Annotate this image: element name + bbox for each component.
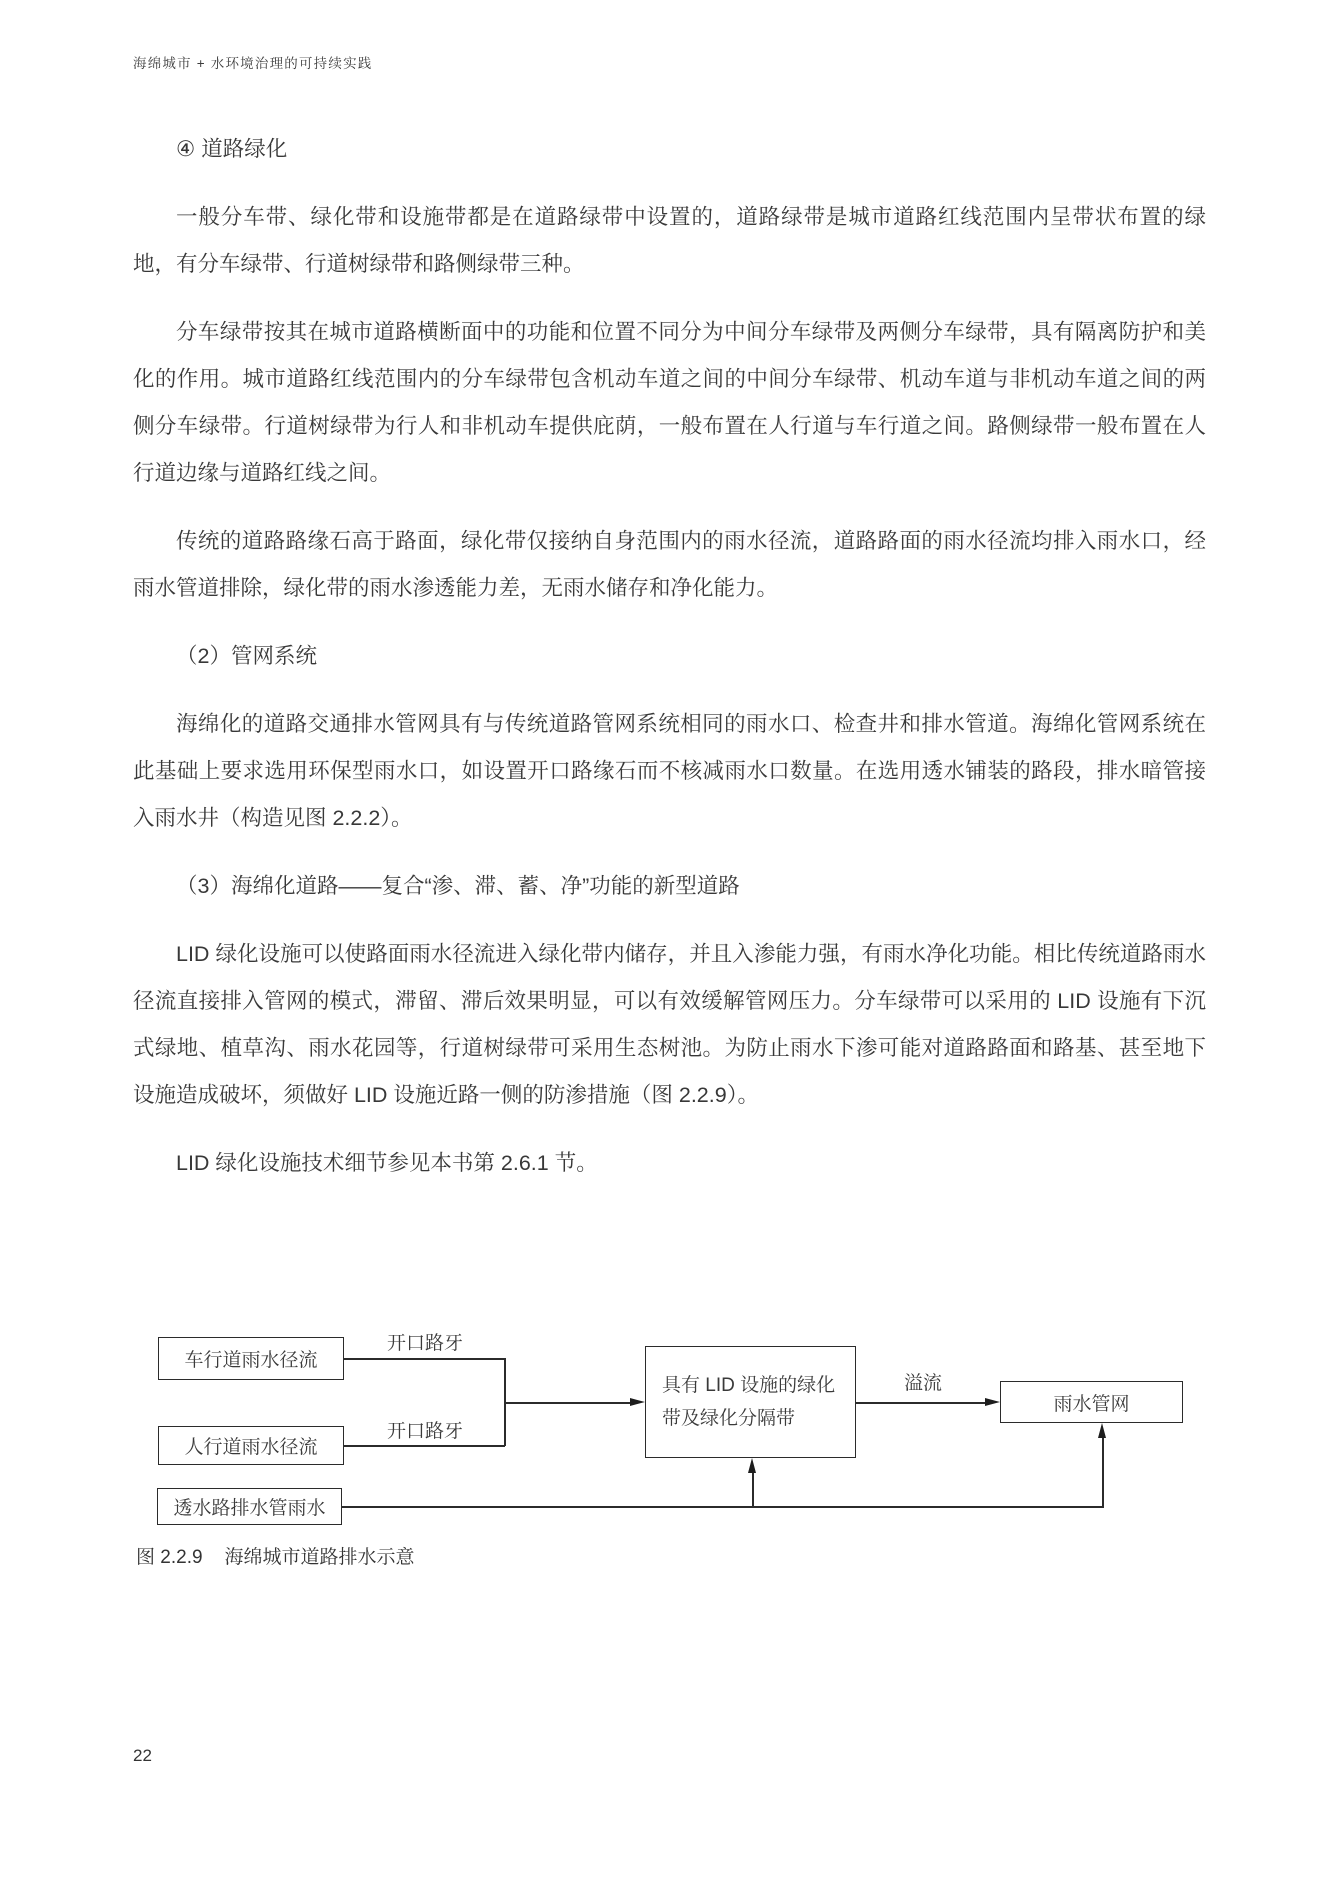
connector-line [342,1506,1104,1508]
section-heading-road-greening: ④ 道路绿化 [176,137,288,161]
page-number: 22 [133,1746,152,1765]
connector-line [344,1358,505,1360]
running-header: 海绵城市 + 水环境治理的可持续实践 [133,56,373,71]
arrow-head-up-into-lid-box [748,1458,756,1473]
section-heading-pipe-network: （2）管网系统 [176,644,317,668]
connector-line [856,1402,986,1404]
flow-box-lid-green-belt-line1: 具有 LID 设施的绿化 [662,1375,836,1396]
flow-box-lid-green-belt-line2: 带及绿化分隔带 [662,1408,796,1429]
connector-line [504,1402,632,1404]
body-text [133,126,1206,1208]
arrow-head-into-network-box [985,1398,1000,1406]
paragraph: 一般分车带、绿化带和设施带都是在道路绿带中设置的，道路绿带是城市道路红线范围内呈带状布置的绿地，有分车绿带、行道树绿带和路侧绿带三种。 [133,205,1206,276]
connector-line [752,1471,754,1507]
paragraph: LID 绿化设施可以使路面雨水径流进入绿化带内储存，并且入渗能力强，有雨水净化功能。相比传统道路雨水径流直接排入管网的模式，滞留、滞后效果明显，可以有效缓解管网压力。分车绿带可以采用的 LID 设施有下沉式绿地、植草沟、雨水花园等，行道树绿带可采用生态树池。为防止雨水下渗可能对道路路面和路基、甚至地下设施造成破坏，须做好 LID 设施近路一侧的防渗措施（图 2.2.9）。 [133,942,1206,1107]
flow-label-curb-opening-top: 开口路牙 [386,1333,463,1354]
arrow-head-into-lid-box [630,1398,645,1406]
flow-box-lid-green-belt [645,1346,856,1458]
flow-box-permeable-pipe-water: 透水路排水管雨水 [157,1488,342,1525]
flow-box-stormwater-network: 雨水管网 [1000,1381,1183,1423]
paragraph: 分车绿带按其在城市道路横断面中的功能和位置不同分为中间分车绿带及两侧分车绿带，具有隔离防护和美化的作用。城市道路红线范围内的分车绿带包含机动车道之间的中间分车绿带、机动车道与非机动车道之间的两侧分车绿带。行道树绿带为行人和非机动车提供庇荫，一般布置在人行道与车行道之间。路侧绿带一般布置在人行道边缘与道路红线之间。 [133,320,1206,485]
paragraph: LID 绿化设施技术细节参见本书第 2.6.1 节。 [176,1151,598,1175]
connector-line [344,1445,505,1447]
figure-caption-number: 图 2.2.9 [136,1547,203,1568]
flow-box-roadway-runoff: 车行道雨水径流 [158,1337,344,1380]
figure-caption [136,1542,415,1569]
figure-road-drainage-diagram [133,1318,1213,1533]
flow-label-overflow: 溢流 [903,1373,942,1394]
flow-label-curb-opening-bottom: 开口路牙 [386,1421,463,1442]
flow-box-sidewalk-runoff: 人行道雨水径流 [158,1426,344,1465]
figure-caption-title: 海绵城市道路排水示意 [224,1547,415,1568]
paragraph: 传统的道路路缘石高于路面，绿化带仅接纳自身范围内的雨水径流，道路路面的雨水径流均排入雨水口，经雨水管道排除，绿化带的雨水渗透能力差，无雨水储存和净化能力。 [133,529,1206,600]
arrow-head-up-into-network-box [1098,1423,1106,1438]
connector-line [1102,1436,1104,1507]
paragraph: 海绵化的道路交通排水管网具有与传统道路管网系统相同的雨水口、检查井和排水管道。海绵化管网系统在此基础上要求选用环保型雨水口，如设置开口路缘石而不核减雨水口数量。在选用透水铺装的路段，排水暗管接入雨水井（构造见图 2.2.2）。 [133,712,1206,830]
section-heading-sponge-road: （3）海绵化道路——复合“渗、滞、蓄、净”功能的新型道路 [176,874,740,898]
